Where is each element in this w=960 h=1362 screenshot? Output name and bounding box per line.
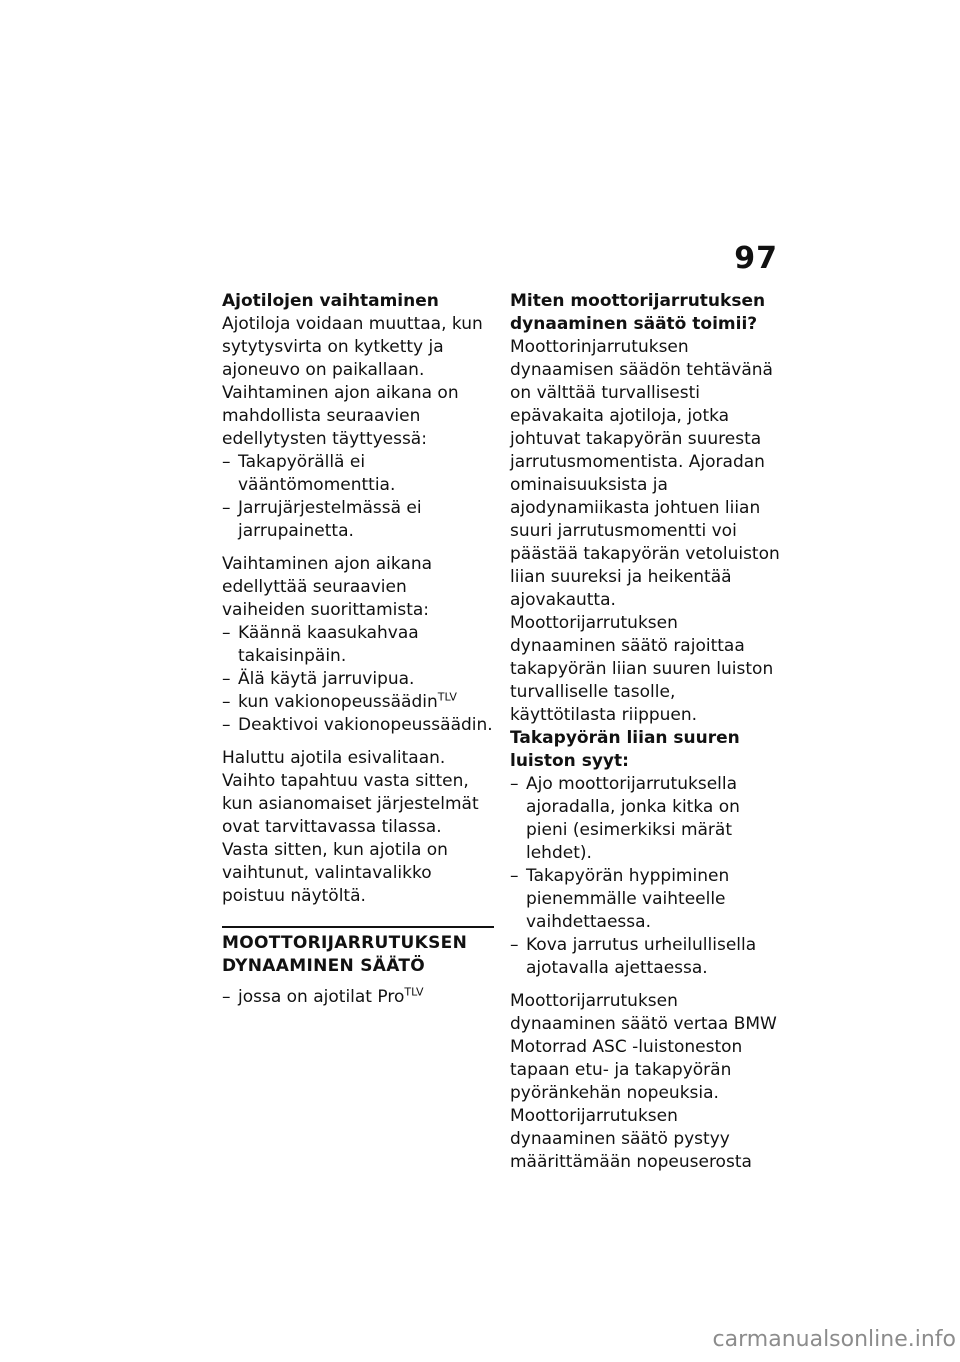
paragraph: Ajotiloja voidaan muuttaa, kun sytytysvirta on kytketty ja ajoneuvo on paikallaan. Vaihtaminen ajon aikana on mahdollista seuraavien edellytysten täyttyessä: (222, 314, 483, 449)
cruise-control-list (222, 691, 494, 737)
list-item: – Käännä kaasukahvaa takaisinpäin. (222, 622, 494, 668)
list-item: – Älä käytä jarruvipua. (222, 668, 494, 691)
left-column (222, 290, 494, 1009)
heading-causes: Takapyörän liian suuren luiston syyt: (510, 728, 740, 771)
list-item: – Takapyörän hyppiminen pienemmälle vaihteelle vaihdettaessa. (510, 865, 785, 934)
tlv-tag: TLV (404, 985, 424, 999)
steps-list (222, 622, 494, 691)
paragraph: Moottorijarrutuksen dynaaminen säätö vertaa BMW Motorrad ASC -luistoneston tapaan etu- ja takapyörän pyöränkehän nopeuksia. Moottorijarrutuksen dynaaminen säätö pystyy määrittämään nopeuserosta (510, 991, 777, 1172)
heading-ajotilojen-vaihtaminen: Ajotilojen vaihtaminen (222, 291, 439, 311)
paragraph: Haluttu ajotila esivalitaan. (222, 748, 446, 768)
list-item-text: kun vakionopeussäädin (238, 692, 438, 712)
list-item-text: jossa on ajotilat Pro (238, 987, 405, 1007)
modes-list (222, 986, 494, 1009)
list-item: – Deaktivoi vakionopeussäädin. (222, 714, 494, 737)
tlv-tag: TLV (437, 690, 457, 704)
list-item: – Kova jarrutus urheilullisella ajotavalla ajettaessa. (510, 934, 785, 980)
causes-list (510, 773, 785, 980)
list-item (222, 691, 494, 714)
paragraph: Vaihto tapahtuu vasta sitten, kun asianomaiset järjestelmät ovat tarvittavassa tilassa. (222, 771, 479, 837)
list-item (222, 986, 494, 1009)
conditions-list (222, 451, 494, 543)
paragraph: Vasta sitten, kun ajotila on vaihtunut, valintavalikko poistuu näytöltä. (222, 840, 448, 906)
page-number: 97 (734, 241, 778, 276)
right-column (510, 290, 785, 1174)
paragraph: Moottorinjarrutuksen dynaamisen säädön tehtävänä on välttää turvallisesti epävakaita ajotiloja, jotka johtuvat takapyörän suuresta jarrutusmomentista. Ajoradan ominaisuuksista ja ajodynamiikasta johtuen liian suuri jarrutusmomentti voi päästää takapyörän vetoluiston liian suureksi ja heikentää ajovakautta. Moottorijarrutuksen dynaaminen säätö rajoittaa takapyörän liian suuren luiston turvalliselle tasolle, käyttötilasta riippuen. (510, 337, 780, 725)
watermark: carmanualsonline.info (712, 1327, 956, 1352)
list-item: – Takapyörällä ei vääntömomenttia. (222, 451, 494, 497)
paragraph: Vaihtaminen ajon aikana edellyttää seuraavien vaiheiden suorittamista: (222, 554, 433, 620)
list-item: – Ajo moottorijarrutuksella ajoradalla, jonka kitka on pieni (esimerkiksi märät lehdet). (510, 773, 785, 865)
heading-how-it-works: Miten moottorijarrutuksen dynaaminen säätö toimii? (510, 291, 766, 334)
section-heading: MOOTTORIJARRUTUKSEN DYNAAMINEN SÄÄTÖ (222, 926, 494, 978)
list-item: – Jarrujärjestelmässä ei jarrupainetta. (222, 497, 494, 543)
